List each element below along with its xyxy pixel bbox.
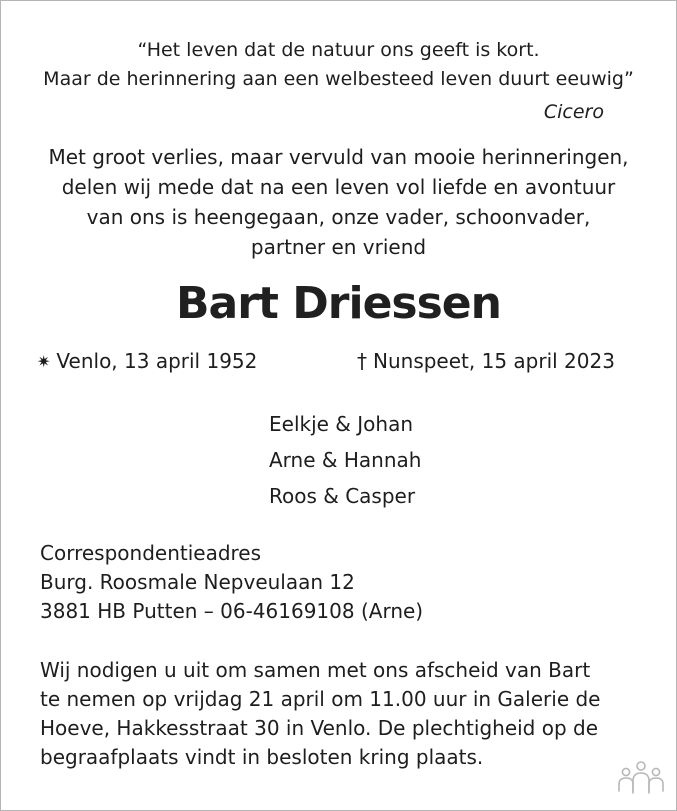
deceased-name: Bart Driessen xyxy=(176,278,501,329)
family-member: Roos & Casper xyxy=(269,484,416,508)
family-member: Eelkje & Johan xyxy=(269,412,413,436)
birth-info xyxy=(37,346,257,378)
intro-text xyxy=(1,142,676,262)
invitation-line: te nemen op vrijdag 21 april om 11.00 uur in Galerie de xyxy=(40,687,601,711)
address-line: Correspondentieadres xyxy=(40,541,262,565)
death-info xyxy=(357,346,615,376)
birth-star-icon: ✷ xyxy=(37,352,51,371)
quote xyxy=(1,36,676,94)
intro-line: partner en vriend xyxy=(250,235,427,259)
intro-line: Met groot verlies, maar vervuld van mooie herinneringen, xyxy=(48,145,629,169)
quote-line: “Het leven dat de natuur ons geeft is kort. xyxy=(137,39,540,61)
invitation-line: Hoeve, Hakkesstraat 30 in Venlo. De plechtigheid op de xyxy=(40,716,599,740)
correspondence-address xyxy=(40,539,423,626)
address-line: 3881 HB Putten – 06-46169108 (Arne) xyxy=(40,599,424,623)
quote-author: Cicero xyxy=(543,101,604,123)
invitation-line: begraafplaats vindt in besloten kring plaats. xyxy=(40,745,484,769)
intro-line: delen wij mede dat na een leven vol liefde en avontuur xyxy=(61,175,616,199)
people-group-icon xyxy=(617,758,665,796)
death-date-place: Nunspeet, 15 april 2023 xyxy=(373,349,615,373)
family-list xyxy=(269,406,421,514)
invitation-text xyxy=(40,656,601,772)
intro-line: van ons is heengegaan, onze vader, schoonvader, xyxy=(86,205,591,229)
death-cross-icon: † xyxy=(357,349,367,373)
invitation-line: Wij nodigen u uit om samen met ons afscheid van Bart xyxy=(40,658,591,682)
quote-line: Maar de herinnering aan een welbesteed leven duurt eeuwig” xyxy=(43,68,634,90)
birth-date-place: Venlo, 13 april 1952 xyxy=(56,349,258,373)
address-line: Burg. Roosmale Nepveulaan 12 xyxy=(40,570,355,594)
family-member: Arne & Hannah xyxy=(269,448,422,472)
